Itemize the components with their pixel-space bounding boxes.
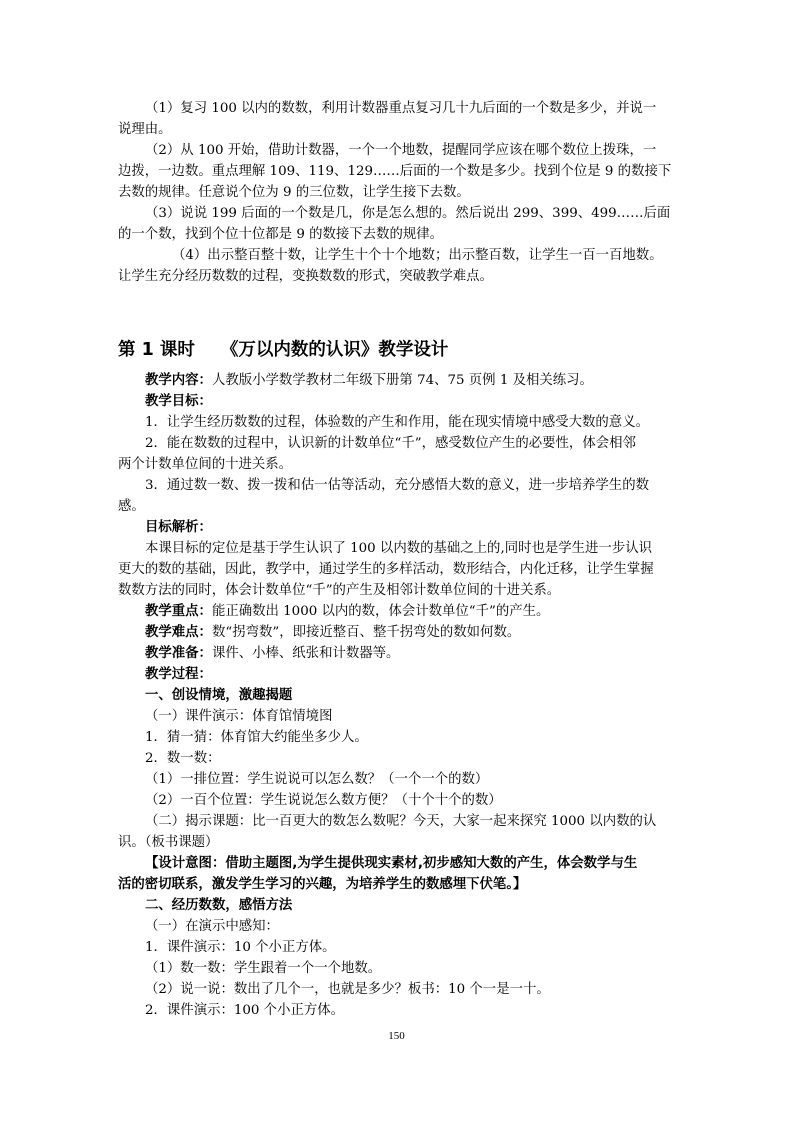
process-line: 2．数一数： bbox=[145, 751, 221, 766]
goal-line: 两个计数单位间的十进关系。 bbox=[118, 457, 293, 472]
section-heading: 二、经历数数，感悟方法 bbox=[145, 898, 293, 913]
review-line: （4）出示整百整十数，让学生十个十个地数；出示整百数，让学生一百一百地数。 bbox=[172, 248, 663, 263]
teaching-content: 教学内容：人教版小学数学教材二年级下册第 74、75 页例 1 及相关练习。 bbox=[145, 373, 593, 388]
review-line: （3）说说 199 后面的一个数是几，你是怎么想的。然后说出 299、399、499……后面 bbox=[145, 206, 671, 221]
section-heading: 一、创设情境，激趣揭题 bbox=[145, 688, 293, 703]
process-line: 识。（板书课题） bbox=[118, 835, 219, 850]
teaching-difficulty: 教学难点：数“拐弯数”，即接近整百、整千拐弯处的数如何数。 bbox=[145, 625, 521, 640]
process-line: （1）一排位置：学生说说可以怎么数？（一个一个的数） bbox=[145, 772, 489, 787]
process-line: （1）数一数：学生跟着一个一个地数。 bbox=[145, 961, 382, 976]
review-line: （1）复习 100 以内的数数，利用计数器重点复习几十九后面的一个数是多少，并说一 bbox=[145, 101, 657, 116]
review-line: 去数的规律。任意说个位为 9 的三位数，让学生接下去数。 bbox=[118, 185, 470, 200]
process-heading: 教学过程： bbox=[145, 667, 212, 682]
lesson-title bbox=[118, 336, 448, 361]
goals-heading: 教学目标： bbox=[145, 394, 212, 409]
process-line: 2．课件演示：100 个小正方体。 bbox=[145, 1003, 345, 1018]
lesson-name: 《万以内数的认识》教学设计 bbox=[220, 340, 449, 360]
design-intent: 活的密切联系，激发学生学习的兴趣，为培养学生的数感埋下伏笔。】 bbox=[118, 877, 527, 892]
process-line: （一）课件演示：体育馆情境图 bbox=[145, 709, 333, 724]
review-line: 边拨，一边数。重点理解 109、119、129……后面的一个数是多少。找到个位是 9 的数接下 bbox=[118, 164, 672, 179]
teaching-prep: 教学准备：课件、小棒、纸张和计数器等。 bbox=[145, 646, 400, 661]
teaching-key: 教学重点：能正确数出 1000 以内的数，体会计数单位“千”的产生。 bbox=[145, 604, 550, 619]
process-line: 1．猜一猜：体育馆大约能坐多少人。 bbox=[145, 730, 368, 745]
analysis-heading: 目标解析： bbox=[145, 520, 212, 535]
review-line: （2）从 100 开始，借助计数器，一个一个地数，提醒同学应该在哪个数位上拨珠，一 bbox=[145, 143, 657, 158]
review-line: 的一个数，找到个位十位都是 9 的数接下去数的规律。 bbox=[118, 227, 444, 242]
page-number: 150 bbox=[388, 1030, 405, 1042]
goal-line: 感。 bbox=[118, 499, 145, 514]
process-line: （二）揭示课题：比一百更大的数怎么数呢？今天，大家一起来探究 1000 以内数的认 bbox=[145, 814, 657, 829]
review-line: 让学生充分经历数数的过程，变换数数的形式，突破教学难点。 bbox=[118, 269, 493, 284]
goal-line: 3．通过数一数、拨一拨和估一估等活动，充分感悟大数的意义，进一步培养学生的数 bbox=[145, 478, 649, 493]
analysis-line: 本课目标的定位是基于学生认识了 100 以内数的基础之上的,同时也是学生进一步认识 bbox=[145, 541, 652, 556]
review-line: 说理由。 bbox=[118, 122, 172, 137]
analysis-line: 更大的数的基础，因此，教学中，通过学生的多样活动，数形结合，内化迁移，让学生掌握 bbox=[118, 562, 654, 577]
process-line: 1．课件演示：10 个小正方体。 bbox=[145, 940, 336, 955]
analysis-line: 数数方法的同时，体会计数单位“千”的产生及相邻计数单位间的十进关系。 bbox=[118, 583, 561, 598]
goal-line: 2．能在数数的过程中，认识新的计数单位“千”，感受数位产生的必要性，体会相邻 bbox=[145, 436, 636, 451]
design-intent: 【设计意图：借助主题图,为学生提供现实素材,初步感知大数的产生，体会数学与生 bbox=[145, 856, 638, 871]
goal-line: 1．让学生经历数数的过程，体验数的产生和作用，能在现实情境中感受大数的意义。 bbox=[145, 415, 649, 430]
lesson-number: 第 1 课时 bbox=[118, 340, 195, 360]
process-line: （2）说一说：数出了几个一，也就是多少？板书：10 个一是一十。 bbox=[145, 982, 550, 997]
process-line: （一）在演示中感知： bbox=[145, 919, 279, 934]
process-line: （2）一百个位置：学生说说怎么数方便？（十个十个的数） bbox=[145, 793, 502, 808]
